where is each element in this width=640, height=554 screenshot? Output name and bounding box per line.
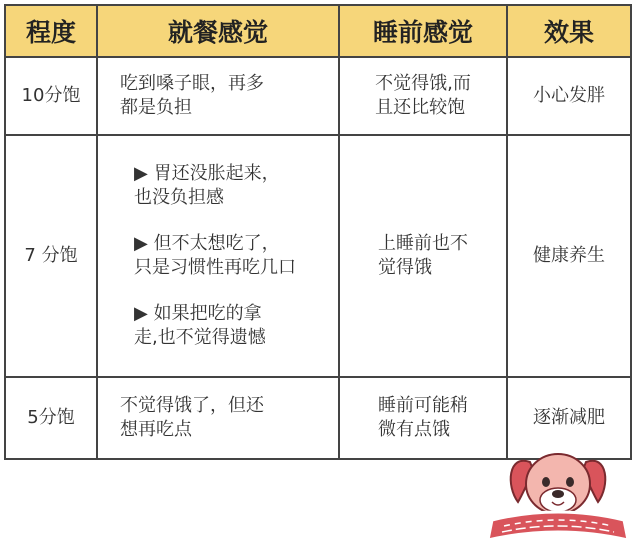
bedtime-feeling-cell — [338, 136, 506, 376]
meal-feeling-item: ▶ 但不太想吃了， 只是习惯性再吃几口 — [134, 233, 296, 278]
satiety-table — [4, 4, 632, 460]
meal-feeling-cell — [96, 136, 338, 376]
meal-feeling-list — [106, 162, 296, 350]
effect-text: 健康养生 — [533, 245, 605, 266]
bedtime-feeling-text: 上睡前也不 觉得饿 — [378, 233, 468, 278]
meal-feeling-text: 不觉得饿了，但还 想再吃点 — [120, 395, 264, 440]
meal-feeling-item: ▶ 胃还没胀起来， 也没负担感 — [134, 163, 280, 208]
bedtime-feeling-text: 睡前可能稍 微有点饿 — [378, 395, 468, 440]
level-text: 5分饱 — [27, 407, 75, 428]
effect-cell — [506, 58, 630, 134]
header-level: 程度 — [25, 18, 76, 47]
table-row — [6, 58, 630, 136]
meal-feeling-cell — [96, 58, 338, 134]
table-row — [6, 136, 630, 378]
level-text: 7 分饱 — [24, 245, 78, 266]
meal-feeling-text: 吃到嗓子眼，再多 都是负担 — [120, 73, 264, 118]
level-cell — [6, 136, 96, 376]
effect-cell — [506, 136, 630, 376]
bedtime-feeling-cell — [338, 58, 506, 134]
dog-mascot-logo — [478, 440, 638, 552]
table-header-row — [6, 6, 630, 58]
level-text: 10分饱 — [21, 85, 81, 106]
header-bedtime-feeling: 睡前感觉 — [338, 6, 506, 56]
effect-text: 小心发胖 — [533, 85, 605, 106]
meal-feeling-cell — [96, 378, 338, 458]
effect-text: 逐渐减肥 — [533, 407, 605, 428]
header-effect: 效果 — [506, 6, 630, 56]
level-cell — [6, 58, 96, 134]
level-cell — [6, 378, 96, 458]
meal-feeling-item: ▶ 如果把吃的拿 走,也不觉得遗憾 — [134, 303, 266, 348]
bedtime-feeling-text: 不觉得饿,而 且还比较饱 — [375, 73, 471, 118]
header-meal-feeling: 就餐感觉 — [96, 6, 338, 56]
